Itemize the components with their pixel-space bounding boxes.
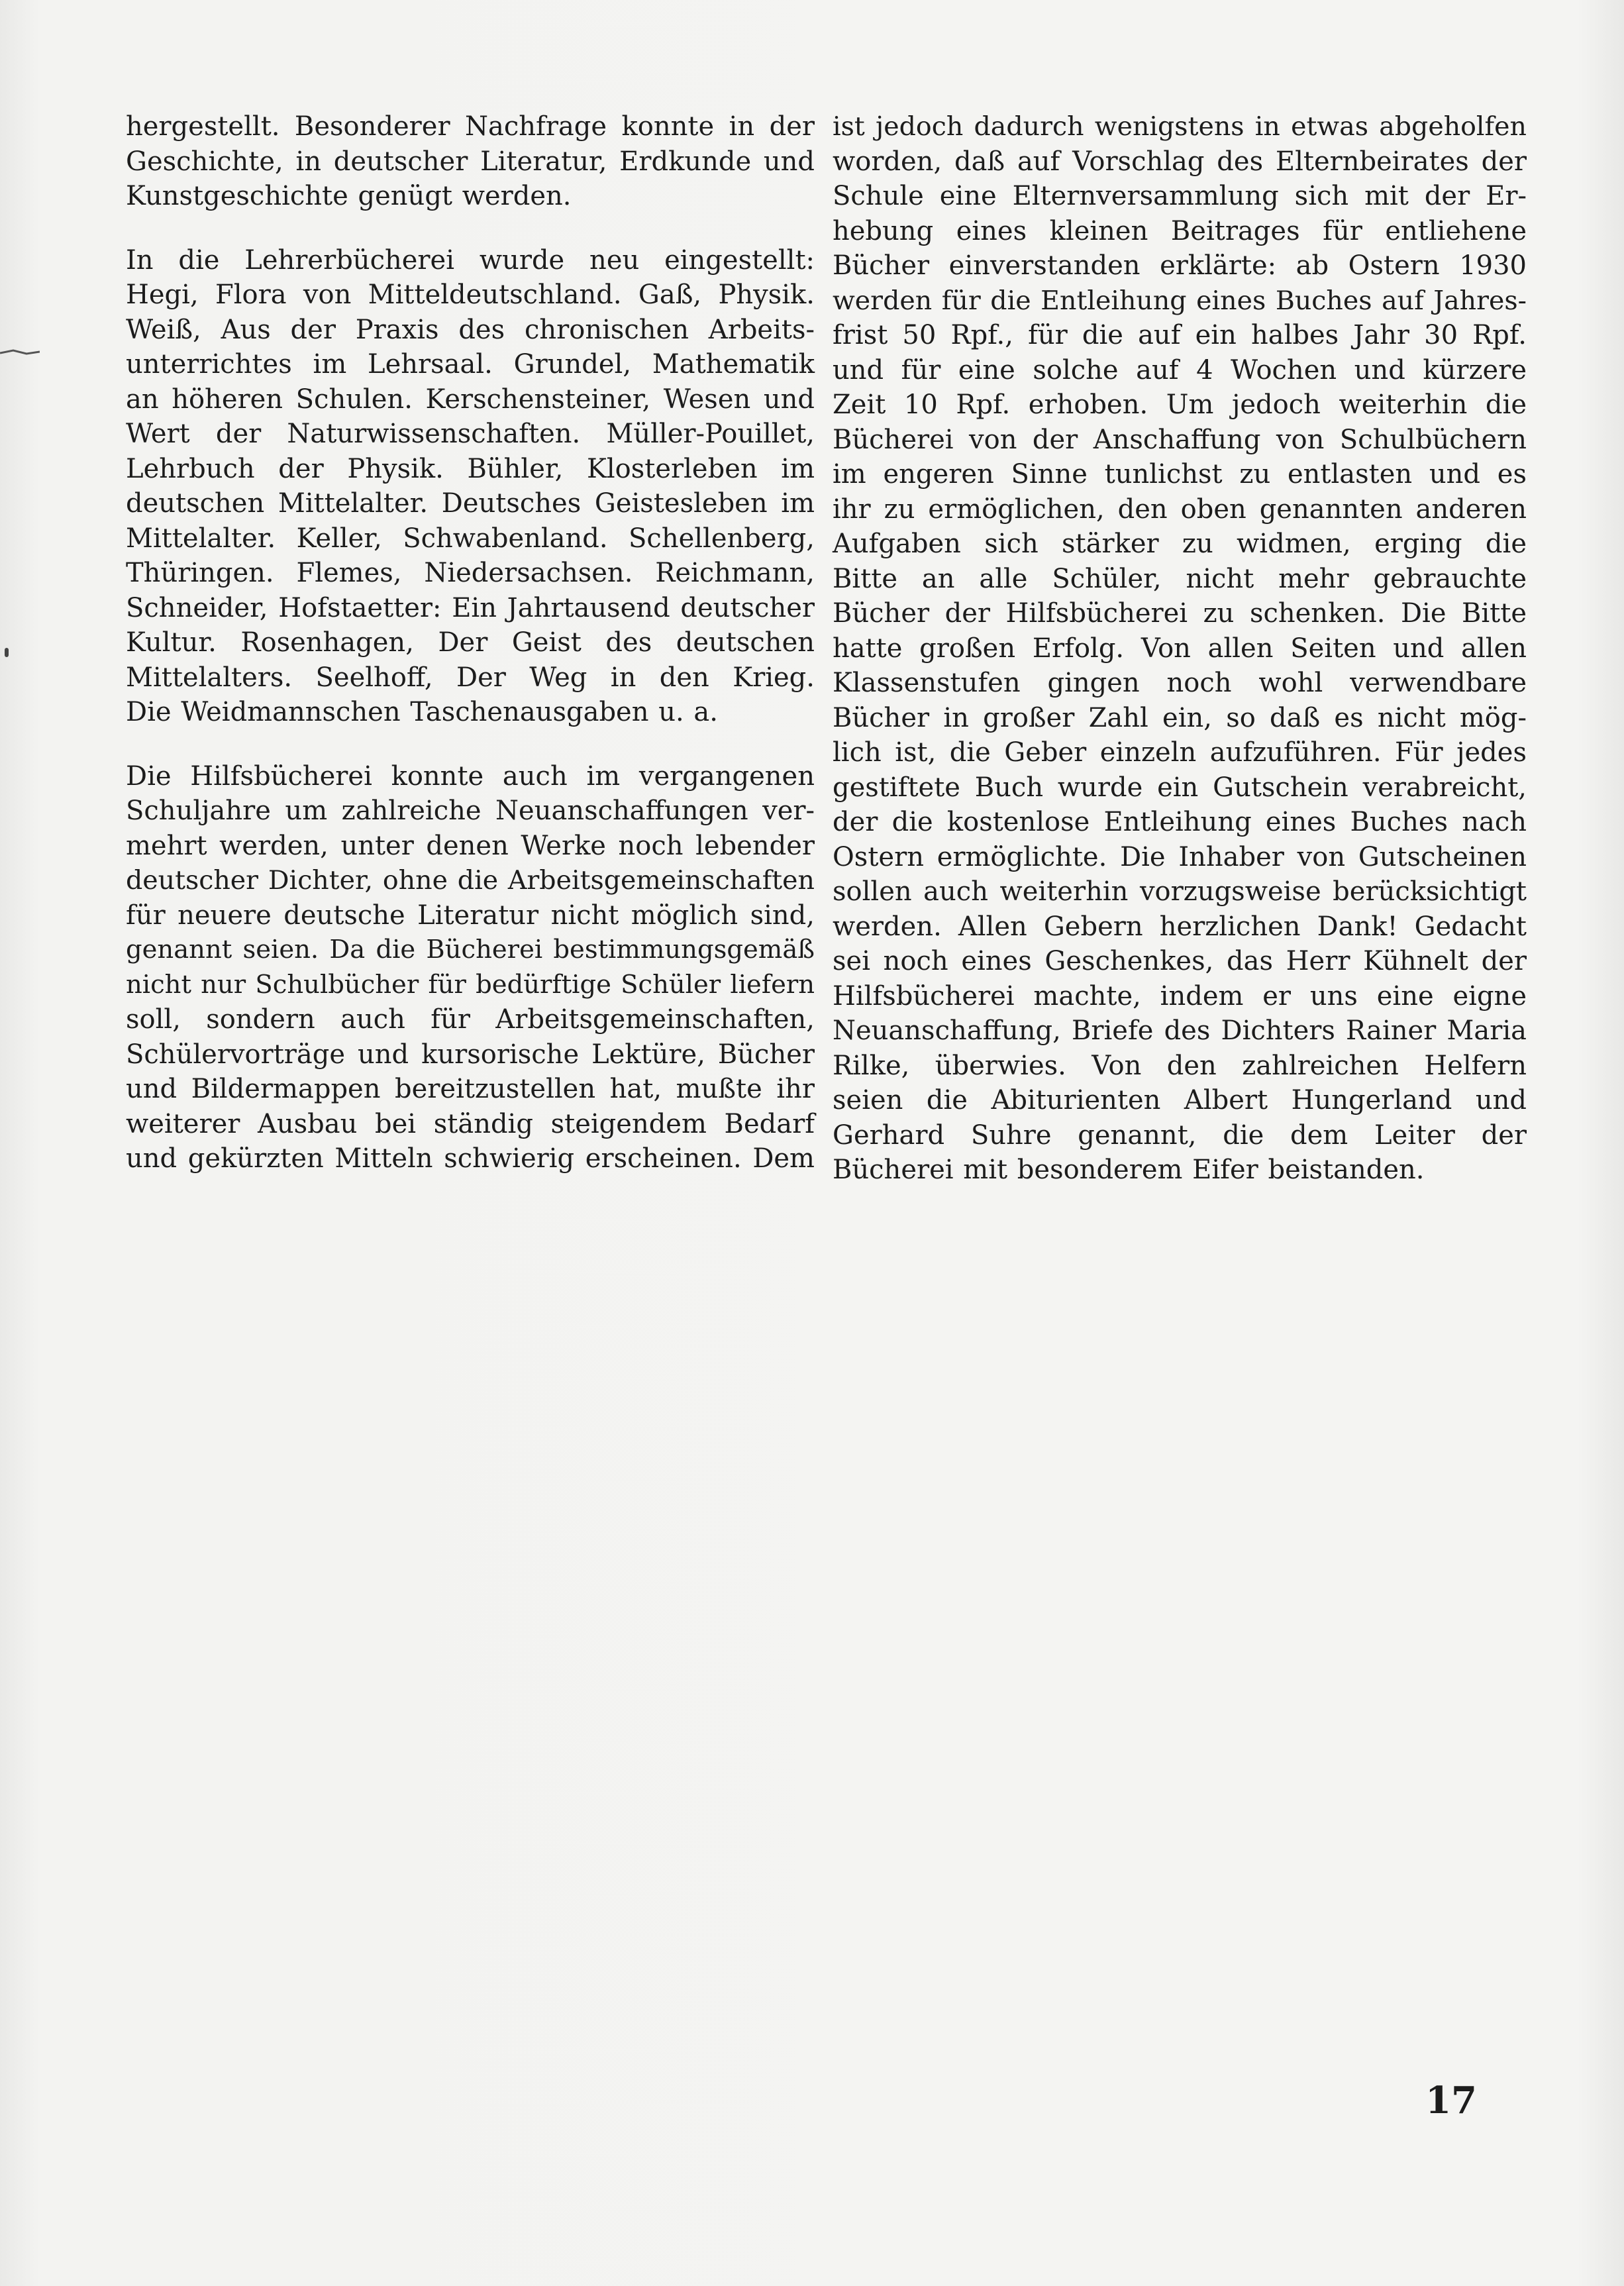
text-line: Hegi, Flora von Mitteldeutschland. Gaß, Physik. (126, 280, 815, 310)
text-line: Schuljahre um zahlreiche Neuanschaffungen ver- (126, 796, 815, 826)
text-line: Mittelalter. Keller, Schwabenland. Schellenberg, (126, 523, 815, 554)
text-line: lich ist, die Geber einzeln aufzuführen. Für jedes (833, 737, 1527, 768)
text-line: Neuanschaffung, Briefe des Dichters Rainer Maria (833, 1015, 1527, 1046)
text-line: Rilke, überwies. Von den zahlreichen Helfern (833, 1050, 1527, 1081)
text-line: Klassenstufen gingen noch wohl verwendbare (833, 668, 1527, 698)
text-line: Bücherei von der Anschaffung von Schulbüchern (833, 424, 1527, 455)
text-line: Aufgaben sich stärker zu widmen, erging die (833, 529, 1527, 559)
text-line: Hilfsbücherei machte, indem er uns eine eigne (833, 980, 1527, 1012)
text-line: frist 50 Rpf., für die auf ein halbes Jahr 30 Rpf. (833, 320, 1527, 350)
text-line: werden. Allen Gebern herzlichen Dank! Gedacht (833, 911, 1527, 942)
text-line: Wert der Naturwissenschaften. Müller-Pouillet, (126, 419, 815, 449)
text-line: nicht nur Schulbücher für bedürftige Schüler liefern (126, 969, 815, 1000)
text-line: für neuere deutsche Literatur nicht möglich sind, (126, 900, 815, 931)
text-line: Die Weidmannschen Taschenausgaben u. a. (126, 697, 718, 727)
text-line: Kultur. Rosenhagen, Der Geist des deutschen (126, 627, 815, 658)
text-line: hergestellt. Besonderer Nachfrage konnte in der (126, 111, 815, 142)
text-line: Schule eine Elternversammlung sich mit der Er- (833, 181, 1527, 211)
text-line: und gekürzten Mitteln schwierig erscheinen. Dem (126, 1143, 815, 1174)
page-edge-mark (0, 348, 40, 358)
text-line: hebung eines kleinen Beitrages für entliehene (833, 215, 1527, 246)
paragraph-intro (126, 109, 815, 214)
text-line: sollen auch weiterhin vorzugsweise berücksichtigt (833, 876, 1527, 907)
text-line: Die Hilfsbücherei konnte auch im vergangenen (126, 760, 815, 792)
text-line: Mittelalters. Seelhoff, Der Weg in den Krieg. (126, 662, 815, 693)
text-line: unterrichtes im Lehrsaal. Grundel, Mathematik (126, 349, 815, 380)
text-line: deutschen Mittelalter. Deutsches Geistesleben im (126, 488, 815, 519)
right-column (833, 109, 1527, 1217)
text-line: Bücherei mit besonderem Eifer beistanden. (833, 1155, 1425, 1185)
text-line: ist jedoch dadurch wenigstens in etwas abgeholfen (833, 111, 1527, 142)
text-line: hatte großen Erfolg. Von allen Seiten und allen (833, 633, 1527, 664)
text-line: genannt seien. Da die Bücherei bestimmungsgemäß (126, 935, 815, 964)
paragraph-lehrerbuecherei (126, 243, 815, 730)
text-line: worden, daß auf Vorschlag des Elternbeirates der (833, 146, 1527, 177)
page-number: 17 (1425, 2079, 1477, 2122)
text-line: Schülervorträge und kursorische Lektüre, Bücher (126, 1039, 815, 1070)
text-line: Bücher in großer Zahl ein, so daß es nicht mög- (833, 702, 1527, 733)
text-line: der die kostenlose Entleihung eines Buches nach (833, 807, 1527, 837)
text-line: an höheren Schulen. Kerschensteiner, Wesen und (126, 384, 815, 415)
text-line: Lehrbuch der Physik. Bühler, Klosterleben im (126, 453, 815, 484)
text-line: sei noch eines Geschenkes, das Herr Kühnelt der (833, 946, 1527, 976)
left-column (126, 109, 815, 1206)
text-line: Bücher der Hilfsbücherei zu schenken. Die Bitte (833, 598, 1527, 629)
paragraph-continuation (833, 109, 1527, 1188)
text-line: Zeit 10 Rpf. erhoben. Um jedoch weiterhin die (833, 390, 1527, 420)
text-line: Thüringen. Flemes, Niedersachsen. Reichmann, (126, 558, 815, 588)
text-line: soll, sondern auch für Arbeitsgemeinschaften, (126, 1004, 815, 1035)
text-line: seien die Abiturienten Albert Hungerland und (833, 1085, 1527, 1116)
text-line: Bitte an alle Schüler, nicht mehr gebrauchte (833, 563, 1527, 594)
text-line: Schneider, Hofstaetter: Ein Jahrtausend deutscher (126, 592, 815, 623)
text-line: im engeren Sinne tunlichst zu entlasten und es (833, 459, 1527, 490)
text-line: Bücher einverstanden erklärte: ab Ostern 1930 (833, 250, 1527, 281)
text-line: gestiftete Buch wurde ein Gutschein verabreicht, (833, 772, 1527, 803)
margin-dot (5, 648, 9, 657)
text-line: weiterer Ausbau bei ständig steigendem Bedarf (126, 1108, 815, 1139)
text-line: werden für die Entleihung eines Buches auf Jahres- (833, 285, 1527, 316)
text-line: ihr zu ermöglichen, den oben genannten anderen (833, 494, 1527, 525)
text-line: Weiß, Aus der Praxis des chronischen Arbeits- (126, 314, 815, 345)
text-line: Ostern ermöglichte. Die Inhaber von Gutscheinen (833, 841, 1527, 872)
text-line: Geschichte, in deutscher Literatur, Erdkunde und (126, 146, 815, 177)
text-line: mehrt werden, unter denen Werke noch lebender (126, 830, 815, 861)
text-line: In die Lehrerbücherei wurde neu eingestellt: (126, 244, 815, 276)
text-line: deutscher Dichter, ohne die Arbeitsgemeinschaften (126, 865, 815, 896)
text-line: und Bildermappen bereitzustellen hat, mußte ihr (126, 1074, 815, 1104)
paragraph-hilfsbuecherei (126, 759, 815, 1176)
text-line: Kunstgeschichte genügt werden. (126, 181, 572, 211)
text-line: und für eine solche auf 4 Wochen und kürzere (833, 354, 1527, 386)
text-line: Gerhard Suhre genannt, die dem Leiter der (833, 1119, 1527, 1151)
